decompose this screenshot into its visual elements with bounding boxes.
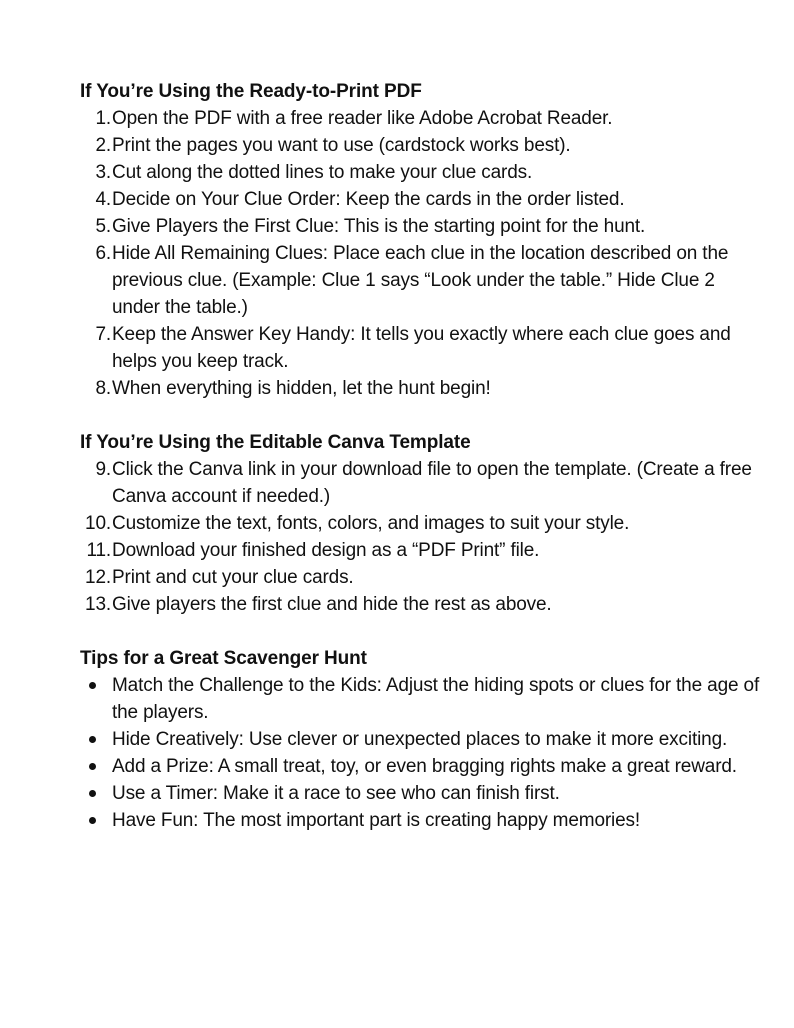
list-number: 13. <box>85 594 111 615</box>
list-number: 3. <box>95 162 111 183</box>
list-item-text: Open the PDF with a free reader like Adobe Acrobat Reader. <box>112 108 613 129</box>
list-item <box>80 537 760 564</box>
list-item-text: Have Fun: The most important part is creating happy memories! <box>112 810 641 831</box>
list-item <box>80 780 760 807</box>
list-number: 11. <box>86 540 111 561</box>
list-item-text: When everything is hidden, let the hunt begin! <box>112 378 491 399</box>
list-item <box>80 591 760 618</box>
list-item <box>80 726 760 753</box>
list-item-text: Click the Canva link in your download file to open the template. (Create a free Canva account if needed.) <box>112 459 752 507</box>
bullet-icon <box>80 726 112 743</box>
list-item-text: Cut along the dotted lines to make your clue cards. <box>112 162 533 183</box>
list-item <box>80 186 760 213</box>
list-item-text: Hide All Remaining Clues: Place each clue in the location described on the previous clue. (Example: Clue 1 says “Look under the table.” Hide Clue 2 under the table.) <box>112 243 729 318</box>
numbered-list <box>80 105 760 402</box>
list-item <box>80 564 760 591</box>
list-item <box>80 510 760 537</box>
list-number: 10. <box>85 513 111 534</box>
section-tips <box>80 645 760 834</box>
list-number: 2. <box>95 135 111 156</box>
list-number: 5. <box>95 216 111 237</box>
list-item <box>80 240 760 321</box>
list-item-text: Add a Prize: A small treat, toy, or even bragging rights make a great reward. <box>112 756 737 777</box>
list-item <box>80 159 760 186</box>
bullet-icon <box>80 780 112 797</box>
list-item-text: Download your finished design as a “PDF Print” file. <box>112 540 540 561</box>
section-editable-canva-template <box>80 429 760 618</box>
list-item-text: Match the Challenge to the Kids: Adjust the hiding spots or clues for the age of the players. <box>112 675 760 723</box>
bullet-icon <box>80 753 112 770</box>
bullet-list <box>80 672 760 834</box>
list-item <box>80 105 760 132</box>
section-heading: If You’re Using the Ready-to-Print PDF <box>80 81 422 102</box>
list-item-text: Decide on Your Clue Order: Keep the cards in the order listed. <box>112 189 625 210</box>
section-heading: Tips for a Great Scavenger Hunt <box>80 648 367 669</box>
list-item <box>80 375 760 402</box>
list-number: 9. <box>95 459 111 480</box>
section-heading: If You’re Using the Editable Canva Template <box>80 432 471 453</box>
list-item-text: Print and cut your clue cards. <box>112 567 354 588</box>
section-ready-to-print-pdf <box>80 78 760 402</box>
list-item-text: Give Players the First Clue: This is the starting point for the hunt. <box>112 216 646 237</box>
list-item <box>80 456 760 510</box>
list-number: 12. <box>85 567 111 588</box>
bullet-icon <box>80 807 112 824</box>
list-number: 4. <box>95 189 111 210</box>
list-number: 6. <box>95 243 111 264</box>
list-number: 7. <box>95 324 111 345</box>
list-item-text: Keep the Answer Key Handy: It tells you exactly where each clue goes and helps you keep track. <box>112 324 731 372</box>
list-item-text: Use a Timer: Make it a race to see who can finish first. <box>112 783 560 804</box>
list-number: 8. <box>95 378 111 399</box>
list-item <box>80 753 760 780</box>
list-item-text: Print the pages you want to use (cardstock works best). <box>112 135 571 156</box>
numbered-list <box>80 456 760 618</box>
list-item <box>80 807 760 834</box>
list-item <box>80 321 760 375</box>
list-item <box>80 132 760 159</box>
list-number: 1. <box>95 108 111 129</box>
list-item-text: Hide Creatively: Use clever or unexpected places to make it more exciting. <box>112 729 728 750</box>
list-item-text: Customize the text, fonts, colors, and images to suit your style. <box>112 513 630 534</box>
list-item <box>80 672 760 726</box>
list-item-text: Give players the first clue and hide the rest as above. <box>112 594 552 615</box>
bullet-icon <box>80 672 112 689</box>
document-page <box>80 78 760 834</box>
list-item <box>80 213 760 240</box>
